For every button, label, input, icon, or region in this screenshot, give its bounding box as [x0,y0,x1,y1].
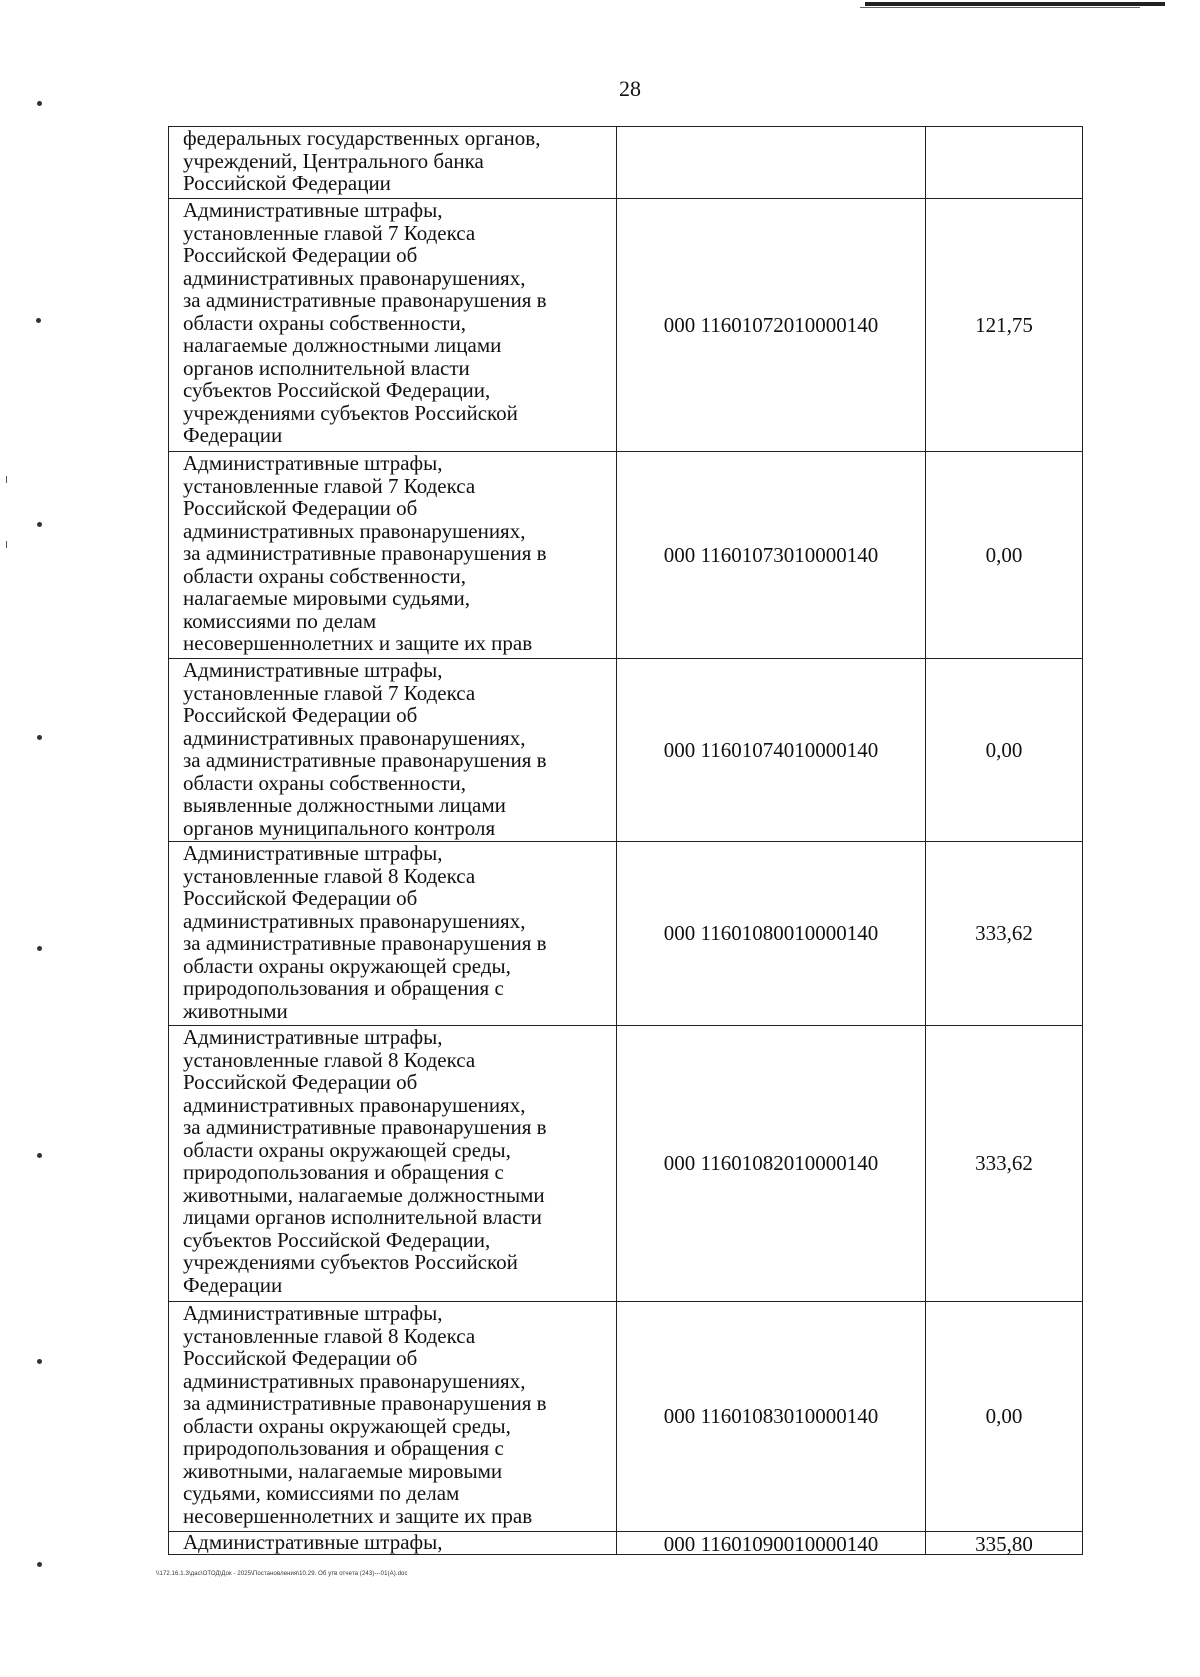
row-name-cell [169,452,617,659]
row-value-cell: 121,75 [926,199,1083,452]
row-code-cell: 000 11601073010000140 [617,452,926,659]
page-number: 28 [619,76,641,101]
row-name-cell [169,1532,617,1555]
margin-dot [36,318,41,323]
row-name-cell [169,659,617,842]
row-code-cell: 000 11601083010000140 [617,1302,926,1532]
row-name-text: федеральных государственных органов, учреждений, Центрального банка Российской Федерации [183,126,541,195]
row-name-cell [169,842,617,1026]
row-code-cell: 000 11601072010000140 [617,199,926,452]
row-code-cell: 000 11601074010000140 [617,659,926,842]
row-value-cell: 333,62 [926,1026,1083,1302]
row-value-cell: 333,62 [926,842,1083,1026]
row-name-text: Административные штрафы, установленные главой 7 Кодекса Российской Федерации об административных правонарушениях, за административные правонарушения в области охраны собственности, выявленные должностными лицами органов муниципального контроля [183,658,547,840]
table-row [169,452,1083,659]
table-row [169,1026,1083,1302]
table-row [169,1302,1083,1532]
margin-dot [37,101,42,106]
margin-dot [37,1359,42,1364]
row-name-text: Административные штрафы, установленные главой 7 Кодекса Российской Федерации об административных правонарушениях, за административные правонарушения в области охраны собственности, налагаемые мировыми судьями, комиссиями по делам несовершеннолетних и защите их прав [183,451,547,655]
row-code-cell: 000 11601080010000140 [617,842,926,1026]
margin-dot [37,522,42,527]
row-value-cell: 0,00 [926,452,1083,659]
table-row [169,199,1083,452]
row-value-cell: 0,00 [926,1302,1083,1532]
margin-dot [37,946,42,951]
footer-file-path: \\172.16.1.3\дас\ОТОД\Док - 2025\Постановления\10.29. Об утв отчета (243)---01(А).doc [156,1571,408,1577]
row-name-cell [169,199,617,452]
row-value-cell [926,127,1083,199]
table-row [169,659,1083,842]
row-name-text: Административные штрафы, установленные главой 7 Кодекса Российской Федерации об административных правонарушениях, за административные правонарушения в области охраны собственности, налагаемые должностными лицами органов исполнительной власти субъектов Российской Федерации, учреждениями субъектов Российской Федерации [183,198,547,447]
table-row [169,1532,1083,1555]
row-name-cell [169,1302,617,1532]
row-name-cell [169,1026,617,1302]
margin-tick [6,541,7,548]
top-scan-line-thin [860,7,1140,8]
row-name-text: Административные штрафы, [183,1530,443,1554]
row-code-cell: 000 11601090010000140 [617,1532,926,1555]
row-name-text: Административные штрафы, установленные главой 8 Кодекса Российской Федерации об административных правонарушениях, за административные правонарушения в области охраны окружающей среды, природопользования и обращения с животными, налагаемые должностными лицами органов исполнительной власти субъектов Российской Федерации, учреждениями субъектов Российской Федерации [183,1025,547,1297]
margin-tick [6,476,7,483]
margin-dot [37,1153,42,1158]
row-code-cell: 000 11601082010000140 [617,1026,926,1302]
margin-dot [37,735,42,740]
table-row [169,842,1083,1026]
top-scan-line [865,2,1165,6]
revenue-table [168,126,1083,1555]
row-value-cell: 335,80 [926,1532,1083,1555]
row-name-text: Административные штрафы, установленные главой 8 Кодекса Российской Федерации об административных правонарушениях, за административные правонарушения в области охраны окружающей среды, природопользования и обращения с животными, налагаемые мировыми судьями, комиссиями по делам несовершеннолетних и защите их прав [183,1301,547,1528]
table-row [169,127,1083,199]
row-name-text: Административные штрафы, установленные главой 8 Кодекса Российской Федерации об административных правонарушениях, за административные правонарушения в области охраны окружающей среды, природопользования и обращения с животными [183,841,547,1023]
row-value-cell: 0,00 [926,659,1083,842]
margin-dot [37,1562,42,1567]
row-code-cell [617,127,926,199]
row-name-cell [169,127,617,199]
